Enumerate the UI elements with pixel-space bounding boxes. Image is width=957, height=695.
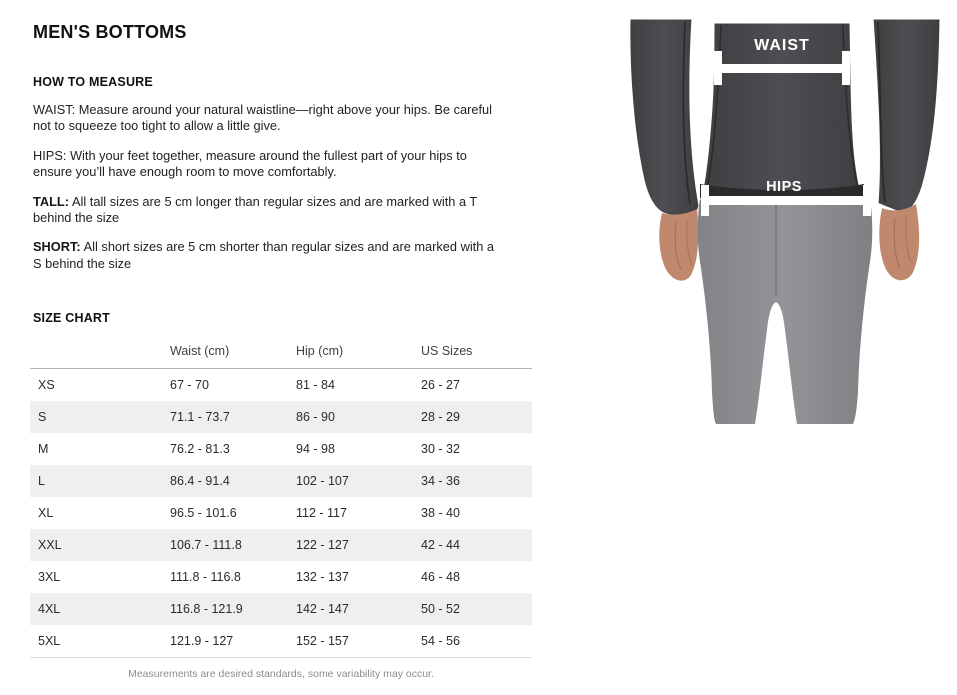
- size-cell: L: [38, 474, 45, 489]
- table-header-row: [30, 336, 532, 369]
- size-chart-table: [30, 336, 532, 658]
- size-cell: M: [38, 442, 49, 457]
- table-row: [30, 561, 532, 593]
- us-cell: 54 - 56: [413, 625, 532, 658]
- hip-cell: 102 - 107: [296, 474, 349, 489]
- waist-label: WAIST: [754, 37, 810, 54]
- short-instruction: [33, 239, 505, 272]
- us-cell: 34 - 36: [421, 474, 460, 489]
- waist-cell: 67 - 70: [170, 378, 209, 393]
- waist-cell: 71.1 - 73.7: [170, 410, 230, 425]
- header-waist: Waist (cm): [162, 336, 288, 369]
- hips-instruction: HIPS: With your feet together, measure around the fullest part of your hips to ensure you’ll have enough room to move comfortably.: [33, 147, 467, 180]
- model-left-arm: [629, 18, 700, 281]
- size-cell: XS: [38, 378, 55, 393]
- us-cell: 26 - 27: [421, 378, 460, 393]
- table-row: [30, 401, 532, 433]
- waist-cell: 86.4 - 91.4: [170, 474, 230, 489]
- short-term: SHORT:: [33, 239, 81, 255]
- hip-cell: 112 - 117: [296, 506, 347, 521]
- us-cell: 46 - 48: [421, 570, 460, 585]
- how-to-measure-heading: HOW TO MEASURE: [33, 75, 153, 89]
- model-legs: [698, 186, 873, 424]
- tall-text: All tall sizes are 5 cm longer than regular sizes and are marked with a T behind the size: [33, 193, 477, 226]
- us-cell: 28 - 29: [421, 410, 460, 425]
- header-size: [30, 336, 162, 369]
- table-row: [30, 593, 532, 625]
- table-row: [30, 625, 532, 658]
- hips-label: HIPS: [766, 179, 802, 195]
- hip-cell: 132 - 137: [296, 570, 349, 585]
- waist-cell: 106.7 - 111.8: [170, 538, 242, 553]
- hip-cell: 152 - 157: [288, 625, 413, 658]
- waist-cell: 76.2 - 81.3: [170, 442, 230, 457]
- us-cell: 38 - 40: [421, 506, 460, 521]
- measurement-model-photo: [580, 0, 957, 440]
- table-row: [30, 433, 532, 465]
- header-hip: Hip (cm): [288, 336, 413, 369]
- waist-instruction: WAIST: Measure around your natural waistline—right above your hips. Be careful not to squeeze too tight to allow a little give.: [33, 102, 493, 134]
- table-row: [30, 369, 532, 402]
- size-cell: XXL: [38, 538, 62, 553]
- measurement-disclaimer: Measurements are desired standards, some variability may occur.: [128, 668, 434, 681]
- size-chart-heading: SIZE CHART: [33, 311, 110, 326]
- size-cell: 5XL: [30, 625, 162, 658]
- size-guide-content: [33, 22, 538, 680]
- us-cell: 30 - 32: [421, 442, 460, 457]
- hip-cell: 122 - 127: [296, 538, 349, 553]
- table-row: [30, 497, 532, 529]
- header-us: US Sizes: [413, 336, 532, 369]
- waist-cell: 121.9 - 127: [162, 625, 288, 658]
- size-chart-table-body: [30, 369, 532, 658]
- hip-cell: 86 - 90: [296, 410, 335, 425]
- us-cell: 42 - 44: [421, 538, 460, 553]
- size-cell: 3XL: [38, 570, 61, 585]
- waist-cell: 96.5 - 101.6: [170, 506, 237, 521]
- short-text: All short sizes are 5 cm shorter than regular sizes and are marked with a S behind the size: [33, 239, 495, 271]
- model-figure-svg: [580, 0, 957, 440]
- hip-cell: 94 - 98: [296, 442, 335, 457]
- size-chart-table-header: [30, 336, 532, 369]
- table-row: [30, 465, 532, 497]
- waist-cell: 116.8 - 121.9: [170, 602, 243, 617]
- model-right-arm: [872, 18, 941, 280]
- us-cell: 50 - 52: [421, 602, 460, 617]
- hip-cell: 142 - 147: [296, 602, 349, 617]
- waist-cell: 111.8 - 116.8: [170, 570, 241, 585]
- page-title: MEN'S BOTTOMS: [33, 22, 187, 42]
- tall-instruction: [33, 194, 505, 227]
- size-cell: XL: [38, 506, 54, 521]
- table-row: [30, 529, 532, 561]
- hip-cell: 81 - 84: [296, 378, 335, 393]
- size-cell: S: [38, 410, 47, 425]
- size-cell: 4XL: [38, 602, 61, 617]
- tall-term: TALL:: [33, 193, 70, 209]
